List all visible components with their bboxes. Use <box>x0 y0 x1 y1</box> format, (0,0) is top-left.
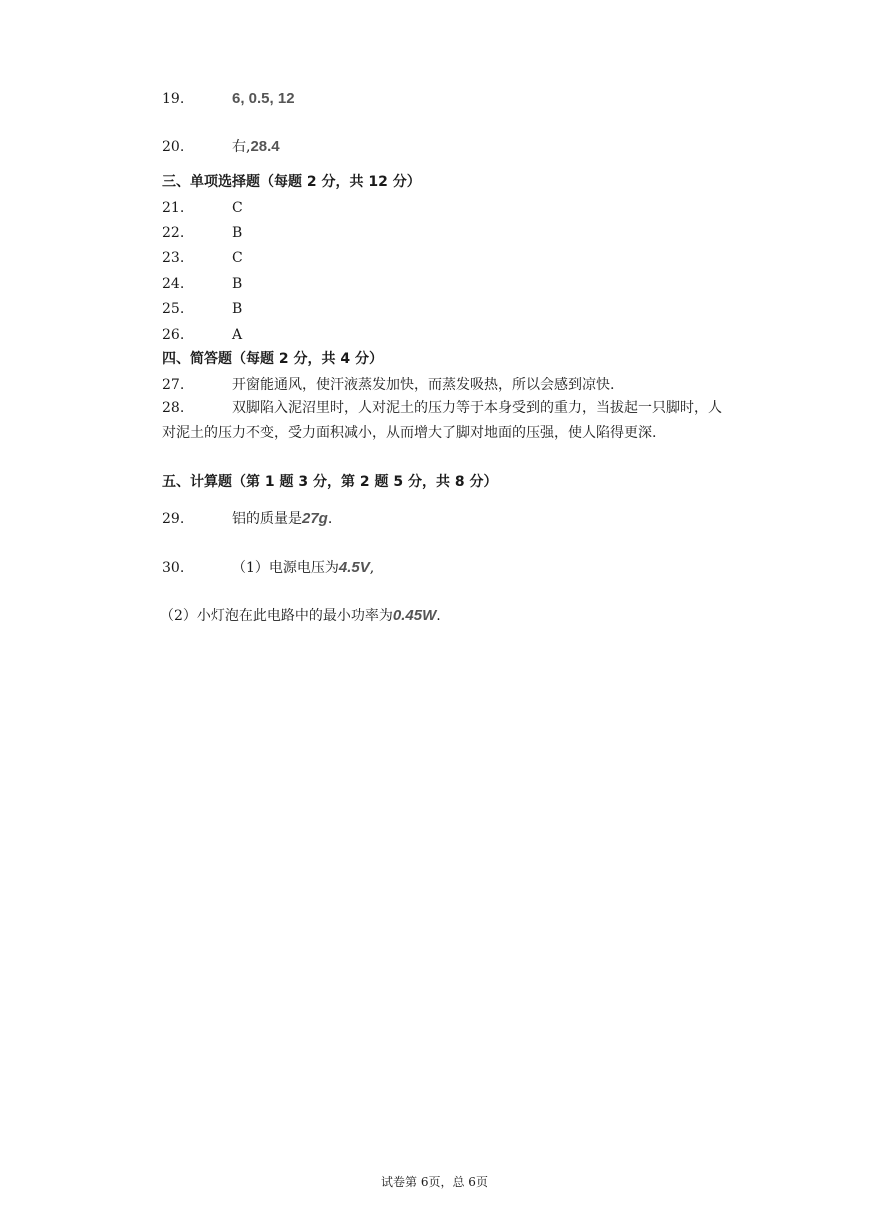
answer-prefix: （2）小灯泡在此电路中的最小功率为 <box>160 608 393 624</box>
item-number: 21. <box>162 200 185 216</box>
answer-prefix: 铝的质量是 <box>232 511 302 527</box>
answer-text: 双脚陷入泥沼里时，人对泥土的压力等于本身受到的重力，当拔起一只脚时，人对泥土的压力不变，受力面积减小，从而增大了脚对地面的压强，使人陷得更深. <box>162 400 722 441</box>
answer-28 <box>162 396 734 446</box>
item-number: 27. <box>162 377 185 393</box>
answer-text <box>232 510 332 528</box>
answer-text: 开窗能通风，使汗液蒸发加快，而蒸发吸热，所以会感到凉快. <box>232 377 615 393</box>
section-heading-5: 五、计算题（第 1 题 3 分，第 2 题 5 分，共 8 分） <box>162 474 498 490</box>
item-number: 29. <box>162 511 185 527</box>
answer-choice: A <box>232 327 243 343</box>
answer-formula: 27g <box>302 510 328 527</box>
answer-choice: B <box>232 225 243 241</box>
answer-text <box>232 138 280 156</box>
page-footer: 试卷第 6页，总 6页 <box>381 1175 488 1189</box>
section-heading-3: 三、单项选择题（每题 2 分，共 12 分） <box>162 174 421 190</box>
item-number: 24. <box>162 276 185 292</box>
answer-choice: B <box>232 301 243 317</box>
item-number: 20. <box>162 139 185 155</box>
answer-text <box>232 559 374 577</box>
item-number: 23. <box>162 250 185 266</box>
answer-suffix: . <box>327 511 333 527</box>
answer-suffix: , <box>369 560 375 576</box>
answer-formula: 4.5V <box>338 559 370 576</box>
item-number: 26. <box>162 327 185 343</box>
answer-suffix: . <box>436 608 441 624</box>
answer-prefix: （1）电源电压为 <box>232 560 339 576</box>
section-heading-4: 四、简答题（每题 2 分，共 4 分） <box>162 351 383 367</box>
item-number: 30. <box>162 560 185 576</box>
answer-direction: 右, <box>232 139 251 155</box>
item-number: 28. <box>162 400 185 416</box>
answer-formula: 6, 0.5, 12 <box>232 90 295 107</box>
item-number: 25. <box>162 301 185 317</box>
answer-choice: C <box>232 250 243 266</box>
answer-choice: B <box>232 276 243 292</box>
answer-30-part-2 <box>160 607 441 625</box>
answer-formula: 0.45W <box>392 607 437 624</box>
item-number: 19. <box>162 91 185 107</box>
answer-choice: C <box>232 200 243 216</box>
answer-formula: 28.4 <box>250 138 280 155</box>
item-number: 22. <box>162 225 185 241</box>
